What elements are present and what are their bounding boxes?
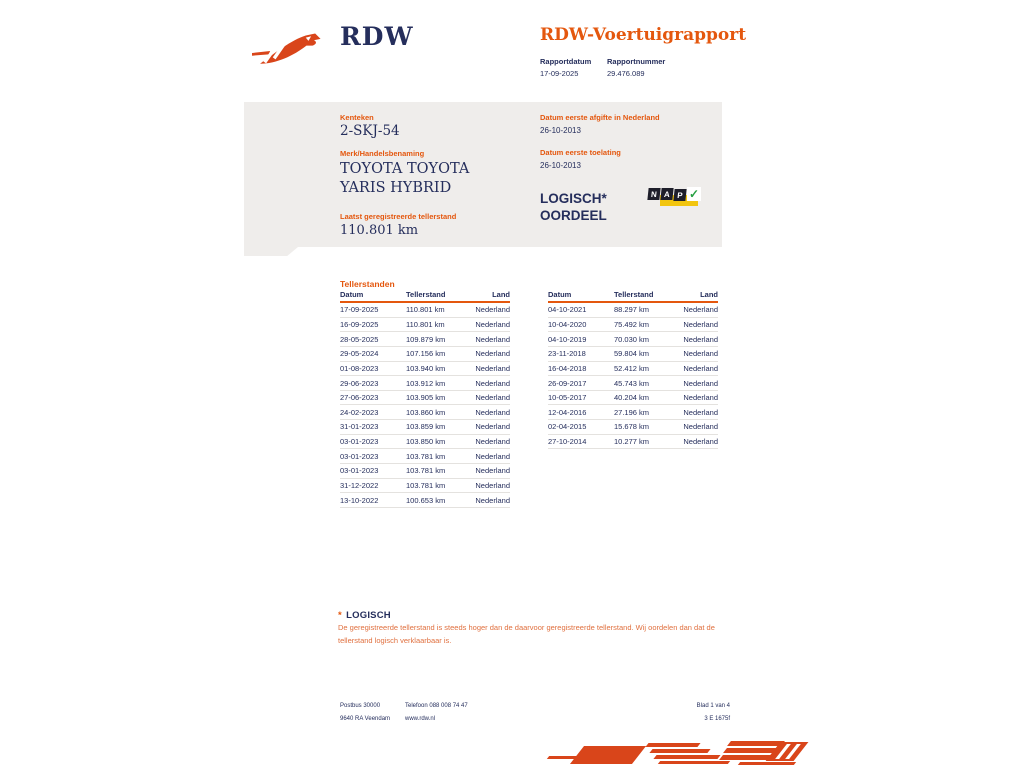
table-row <box>340 318 510 333</box>
oordeel-value: LOGISCH* OORDEEL <box>540 191 607 223</box>
footnote-title: LOGISCH <box>346 610 391 621</box>
cell-land: Nederland <box>475 363 510 373</box>
eerste-afgifte-label: Datum eerste afgifte in Nederland <box>540 113 660 122</box>
rapportdatum-value: 17-09-2025 <box>540 69 579 78</box>
table-row <box>340 405 510 420</box>
column-header-tellerstand: Tellerstand <box>406 290 446 299</box>
table-row <box>548 435 718 450</box>
brand-wordmark: RDW <box>340 22 414 51</box>
tellerstanden-table-right <box>548 291 718 449</box>
cell-datum: 03-01-2023 <box>340 466 379 476</box>
cell-tellerstand: 103.781 km <box>406 451 446 461</box>
cell-datum: 04-10-2021 <box>548 305 587 315</box>
cell-land: Nederland <box>683 407 718 417</box>
cell-tellerstand: 103.940 km <box>406 363 446 373</box>
cell-datum: 13-10-2022 <box>340 495 379 505</box>
laatste-tellerstand-label: Laatst geregistreerde tellerstand <box>340 212 457 221</box>
cell-land: Nederland <box>683 378 718 388</box>
cell-tellerstand: 88.297 km <box>614 305 650 315</box>
cell-land: Nederland <box>475 393 510 403</box>
column-header-datum: Datum <box>340 290 364 299</box>
decorative-rdw-stripes <box>545 737 805 768</box>
nap-checkmark-icon: ✓ <box>688 187 700 201</box>
merk-label: Merk/Handelsbenaming <box>340 149 425 158</box>
table-row <box>548 405 718 420</box>
cell-land: Nederland <box>683 319 718 329</box>
laatste-tellerstand-value: 110.801 km <box>340 223 419 238</box>
merk-value: TOYOTA TOYOTA YARIS HYBRID <box>340 161 470 196</box>
cell-tellerstand: 103.781 km <box>406 466 446 476</box>
footnote-asterisk: * <box>338 610 342 621</box>
table-row <box>340 332 510 347</box>
table-header-row <box>548 291 718 303</box>
cell-datum: 10-05-2017 <box>548 393 587 403</box>
table-row <box>340 493 510 508</box>
cell-tellerstand: 40.204 km <box>614 393 650 403</box>
cell-land: Nederland <box>475 466 510 476</box>
eerste-toelating-label: Datum eerste toelating <box>540 148 621 157</box>
eerste-afgifte-value: 26-10-2013 <box>540 126 581 135</box>
cell-land: Nederland <box>475 334 510 344</box>
table-row <box>340 303 510 318</box>
table-row <box>340 449 510 464</box>
table-row <box>548 318 718 333</box>
table-row <box>548 347 718 362</box>
table-row <box>340 362 510 377</box>
cell-datum: 03-01-2023 <box>340 451 379 461</box>
cell-land: Nederland <box>475 437 510 447</box>
cell-datum: 23-11-2018 <box>548 349 586 359</box>
column-header-land: Land <box>492 290 510 299</box>
cell-tellerstand: 70.030 km <box>614 334 650 344</box>
cell-tellerstand: 107.156 km <box>406 349 446 359</box>
kenteken-value: 2-SKJ-54 <box>340 123 400 139</box>
cell-tellerstand: 103.912 km <box>406 378 446 388</box>
eerste-toelating-value: 26-10-2013 <box>540 161 581 170</box>
vehicle-summary-box-corner <box>244 247 298 256</box>
table-row <box>548 391 718 406</box>
report-title: RDW-Voertuigrapport <box>540 25 747 45</box>
cell-datum: 24-02-2023 <box>340 407 379 417</box>
cell-tellerstand: 45.743 km <box>614 378 650 388</box>
rapportnummer-value: 29.476.089 <box>607 69 645 78</box>
footer-form-number: 3 E 1675f <box>704 716 730 722</box>
footer-website-link[interactable]: www.rdw.nl <box>405 716 436 722</box>
cell-land: Nederland <box>475 349 510 359</box>
column-header-datum: Datum <box>548 290 572 299</box>
nap-logo-icon <box>648 186 700 208</box>
table-row <box>548 362 718 377</box>
footnote-text: De geregistreerde tellerstand is steeds hoger dan de daarvoor geregistreerde tellerstand. Wij oordelen dan dat de tellerstand logisch verklaarbaar is. <box>338 623 715 645</box>
rapportnummer-label: Rapportnummer <box>607 57 666 66</box>
cell-land: Nederland <box>683 422 718 432</box>
cell-datum: 10-04-2020 <box>548 319 587 329</box>
cell-tellerstand: 10.277 km <box>614 437 650 447</box>
table-header-row <box>340 291 510 303</box>
cell-datum: 28-05-2025 <box>340 334 379 344</box>
cell-datum: 02-04-2015 <box>548 422 587 432</box>
column-header-land: Land <box>700 290 718 299</box>
cell-datum: 17-09-2025 <box>340 305 379 315</box>
table-body <box>548 303 718 449</box>
cell-tellerstand: 100.653 km <box>406 495 446 505</box>
cell-tellerstand: 103.860 km <box>406 407 446 417</box>
cell-land: Nederland <box>475 407 510 417</box>
table-row <box>340 391 510 406</box>
cell-land: Nederland <box>475 481 510 490</box>
cell-datum: 29-05-2024 <box>340 349 379 359</box>
footer-phone: Telefoon 088 008 74 47 <box>405 703 468 709</box>
nap-letter-p: P <box>673 189 686 201</box>
cell-land: Nederland <box>683 393 718 403</box>
table-row <box>340 347 510 362</box>
decorative-stripe <box>649 749 710 753</box>
cell-land: Nederland <box>475 378 510 388</box>
nap-letter-n: N <box>647 188 660 200</box>
cell-land: Nederland <box>683 334 718 344</box>
cell-tellerstand: 110.801 km <box>406 305 445 315</box>
cell-land: Nederland <box>683 305 718 315</box>
cell-tellerstand: 52.412 km <box>614 363 650 373</box>
footer-address-line2: 9640 RA Veendam <box>340 716 391 722</box>
cell-tellerstand: 75.492 km <box>614 319 650 329</box>
cell-datum: 31-12-2022 <box>340 481 379 490</box>
decorative-stripe <box>658 761 730 764</box>
cell-datum: 01-08-2023 <box>340 363 379 373</box>
cell-tellerstand: 59.804 km <box>614 349 650 359</box>
table-row <box>340 464 510 479</box>
cell-datum: 29-06-2023 <box>340 378 379 388</box>
cell-datum: 16-09-2025 <box>340 319 379 329</box>
cell-tellerstand: 109.879 km <box>406 334 446 344</box>
decorative-stripe <box>645 743 700 747</box>
table-body <box>340 303 510 508</box>
table-row <box>340 376 510 391</box>
cell-datum: 03-01-2023 <box>340 437 379 447</box>
cell-tellerstand: 103.781 km <box>406 481 446 490</box>
cell-datum: 16-04-2018 <box>548 363 587 373</box>
cell-datum: 31-01-2023 <box>340 422 379 432</box>
tellerstanden-table-left <box>340 291 510 508</box>
rdw-bird-logo-icon <box>252 27 336 71</box>
cell-datum: 27-06-2023 <box>340 393 379 403</box>
kenteken-label: Kenteken <box>340 113 374 122</box>
cell-datum: 12-04-2016 <box>548 407 587 417</box>
cell-tellerstand: 27.196 km <box>614 407 650 417</box>
cell-land: Nederland <box>475 451 510 461</box>
rapportdatum-label: Rapportdatum <box>540 57 592 66</box>
table-row <box>340 435 510 450</box>
cell-land: Nederland <box>475 305 510 315</box>
cell-tellerstand: 103.905 km <box>406 393 446 403</box>
cell-tellerstand: 15.678 km <box>614 422 650 432</box>
decorative-stripe <box>653 755 720 759</box>
cell-tellerstand: 110.801 km <box>406 319 445 329</box>
cell-land: Nederland <box>475 319 510 329</box>
cell-land: Nederland <box>683 349 718 359</box>
cell-land: Nederland <box>683 437 718 447</box>
table-row <box>340 420 510 435</box>
cell-datum: 26-09-2017 <box>548 378 587 388</box>
nap-letter-a: A <box>660 188 673 200</box>
cell-land: Nederland <box>475 495 510 505</box>
footer-address-line1: Postbus 30000 <box>340 703 381 709</box>
cell-land: Nederland <box>683 363 718 373</box>
table-row <box>548 332 718 347</box>
table-row <box>548 303 718 318</box>
column-header-tellerstand: Tellerstand <box>614 290 654 299</box>
footer-page-indicator: Blad 1 van 4 <box>696 703 730 709</box>
table-row <box>340 479 510 494</box>
decorative-stripe <box>738 762 796 765</box>
table-row <box>548 376 718 391</box>
cell-land: Nederland <box>475 422 510 432</box>
cell-datum: 04-10-2019 <box>548 334 587 344</box>
table-row <box>548 420 718 435</box>
cell-tellerstand: 103.850 km <box>406 437 446 447</box>
tellerstanden-section-title: Tellerstanden <box>340 279 395 289</box>
cell-tellerstand: 103.859 km <box>406 422 446 432</box>
cell-datum: 27-10-2014 <box>548 437 587 447</box>
decorative-stripe <box>570 746 646 764</box>
